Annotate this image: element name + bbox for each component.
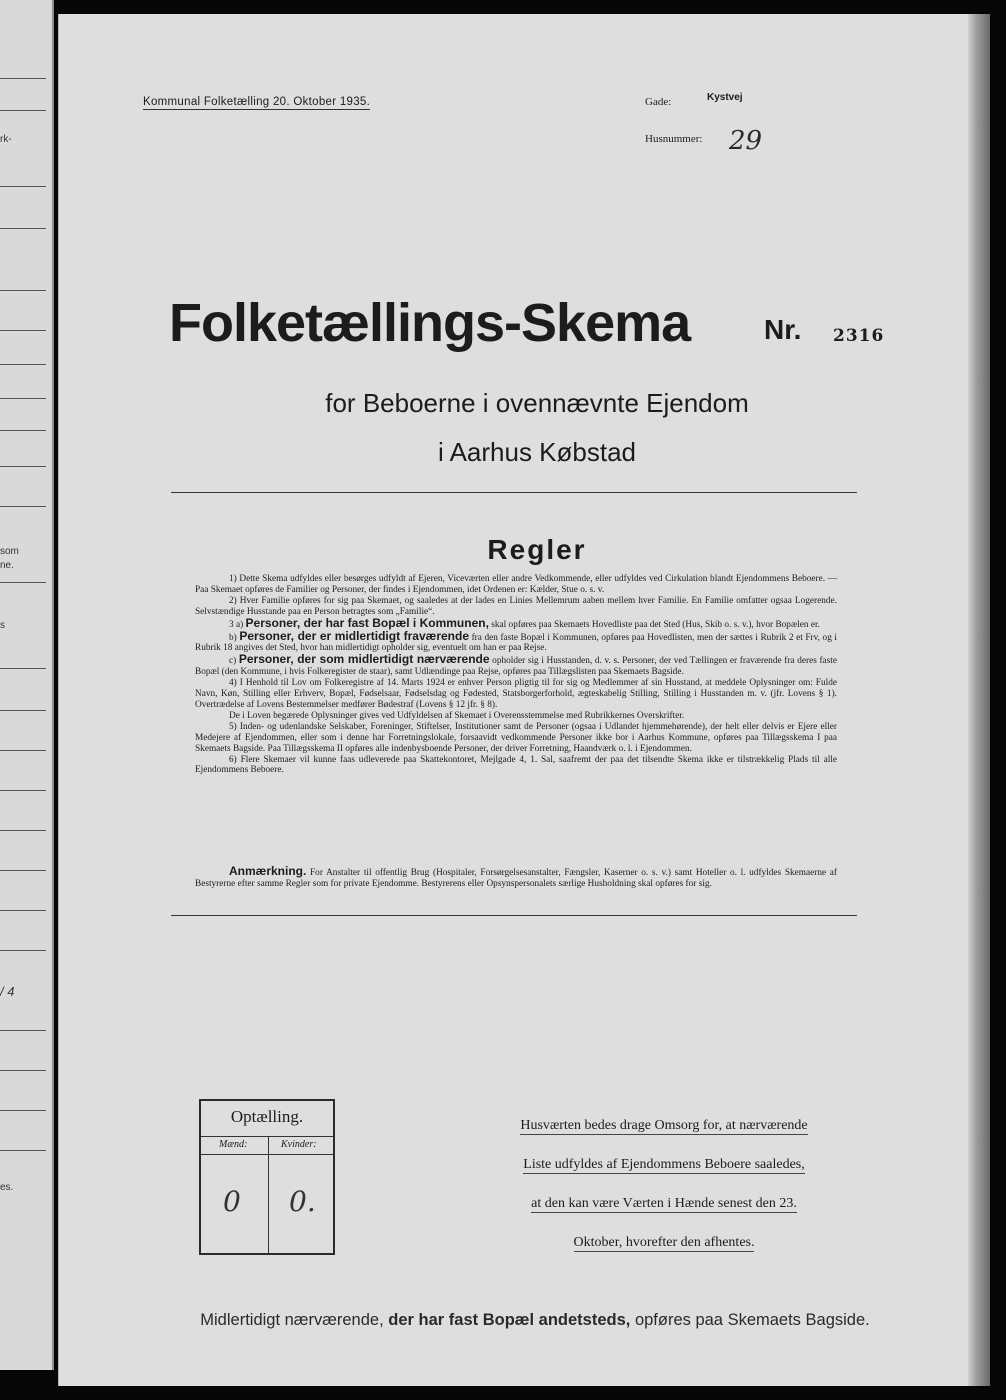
left-page-line — [0, 790, 46, 791]
rule-5: 5) Inden- og udenlandske Selskaber, Foreninger, Stiftelser, Institutioner samt de Personer (ogsaa i Udlandet hjemmehørende), der helt eller delvis er Ejere eller Medejere af Ejendommen, eller som i denne har Forretningslokale, forsaavidt vedkommende Personer ikke bor i Aarhus Kommune, opføres paa Tillægsskema I paa Skemaets Bagside. Paa Tillægsskema II opføres alle indenbysboende Personer, der driver Forretning, Haandværk o. l. i Ejendommen. — [195, 721, 837, 754]
left-page-line — [0, 582, 46, 583]
left-page-line — [0, 710, 46, 711]
left-page-fragment: / 4 — [0, 984, 15, 999]
rule-3b-text: fra den faste Bopæl i Kommunen, opføres paa Hovedlisten, men der sættes i Rubrik 2 et Frv, og i Rubrik 18 angives det Sted, hvor han midlertidigt opholder sig, eventuelt om han er paa Rejse. — [195, 632, 837, 654]
left-page-line — [0, 364, 46, 365]
women-count: 0. — [289, 1185, 316, 1218]
count-column-divider — [268, 1136, 269, 1253]
left-page-line — [0, 830, 46, 831]
rule-3c-text: opholder sig i Husstanden, d. v. s. Personer, der ved Tællingen er fraværende fra deres faste Bopæl (den Kommune, i hvis Folkeregister de staar), samt Udlændinge paa Rejse, opføres paa Tillægslisten paa Skemaets Bagside. — [195, 656, 837, 678]
form-number-label: Nr. — [764, 314, 802, 345]
count-box — [199, 1099, 335, 1255]
left-page-line — [0, 290, 46, 291]
remark-label: Anmærkning. — [229, 864, 307, 878]
rule-4: 4) I Henhold til Lov om Folkeregistre af 14. Marts 1924 er enhver Person pligtig til for sig og Medlemmer af sin Husstand, at meddele Oplysninger om: Fulde Navn, Køn, Stilling eller Erhverv, Bopæl, Fødselsaar, Fødselsdag og Fødested, Statsborgerforhold, ægteskabelig Stilling, Stilling i Husstanden m. v. (jfr. Lovens § 1). Overtrædelse af Lovens Bestemmelser medfører Bødestraf (Lovens § 12 jfr. § 8). — [195, 678, 837, 710]
form-title: Folketællings-Skema — [169, 293, 691, 353]
rule-1: 1) Dette Skema udfyldes eller besørges udfyldt af Ejeren, Viceværten eller andre Vedkommende, eller udfyldes ved Cirkulation blandt Ejendommens Beboere. — Paa Skemaet opføres de Familier og Personer, der findes i Ejendommen, idet Ordenen er: Kælder, Stue o. s. v. — [195, 574, 837, 595]
rule-3b-heading: Personer, der er midlertidigt fraværende — [239, 628, 470, 643]
left-page-fragment: s — [0, 620, 5, 631]
left-page-line — [0, 506, 46, 507]
footer-post: opføres paa Skemaets Bagside. — [634, 1311, 870, 1329]
left-page-line — [0, 870, 46, 871]
left-page-line — [0, 466, 46, 467]
men-label: Mænd: — [219, 1139, 248, 1150]
left-page-line — [0, 228, 46, 229]
left-page-line — [0, 1150, 46, 1151]
footer-pre: Midlertidigt nærværende, — [200, 1311, 384, 1329]
men-count: 0 — [223, 1185, 241, 1218]
divider — [171, 915, 857, 916]
form-subtitle: for Beboerne i ovennævnte Ejendom — [325, 388, 749, 418]
rule-4b: De i Loven begærede Oplysninger gives ved Udfyldelsen af Skemaet i Overensstemmelse med Rubrikkernes Overskrifter. — [229, 710, 685, 721]
house-number-value: 29 — [729, 126, 763, 156]
left-page-fragment: es. — [0, 1182, 14, 1193]
left-page-edge — [0, 0, 54, 1370]
form-subtitle-city: i Aarhus Købstad — [438, 437, 636, 467]
rules-heading: Regler — [487, 534, 587, 565]
rule-3b — [195, 628, 837, 655]
left-page-line — [0, 110, 46, 111]
left-page-fragment: rk- — [0, 134, 12, 145]
left-page-line — [0, 398, 46, 399]
left-page-line — [0, 668, 46, 669]
women-label: Kvinder: — [281, 1139, 317, 1150]
count-title: Optælling. — [230, 1107, 304, 1126]
landlord-notice-line: at den kan være Værten i Hænde senest den 23. — [531, 1196, 797, 1211]
rule-3a-text: skal opføres paa Skemaets Hovedliste paa det Sted (Hus, Skib o. s. v.), hvor Bopælen er. — [491, 619, 820, 630]
count-divider — [201, 1154, 333, 1155]
rule-3c-number: c) — [229, 656, 237, 667]
house-number-label: Husnummer: — [645, 133, 703, 145]
left-page-line — [0, 78, 46, 79]
street-label: Gade: — [645, 96, 672, 108]
left-page-line — [0, 1070, 46, 1071]
left-page-line — [0, 1110, 46, 1111]
left-page-line — [0, 186, 46, 187]
rules-text — [195, 574, 837, 776]
left-page-line — [0, 950, 46, 951]
footer-note — [59, 1311, 979, 1330]
census-form-page — [58, 14, 979, 1386]
rule-3b-number: b) — [229, 632, 237, 643]
landlord-notice-line: Liste udfyldes af Ejendommens Beboere saaledes, — [523, 1157, 805, 1172]
footer-bold: der har fast Bopæl andetsteds, — [388, 1311, 631, 1329]
divider — [171, 492, 857, 493]
left-page-fragment: som — [0, 546, 19, 557]
remark — [195, 866, 837, 890]
count-divider — [201, 1136, 333, 1137]
landlord-notice — [489, 1110, 839, 1266]
census-date-label: Kommunal Folketælling 20. Oktober 1935. — [143, 96, 371, 108]
landlord-notice-line: Husværten bedes drage Omsorg for, at nærværende — [520, 1118, 808, 1133]
landlord-notice-line: Oktober, hvorefter den afhentes. — [573, 1235, 755, 1250]
left-page-line — [0, 750, 46, 751]
left-page-line — [0, 330, 46, 331]
left-page-line — [0, 1030, 46, 1031]
rule-3a-heading: Personer, der har fast Bopæl i Kommunen, — [245, 615, 489, 630]
remark-text: For Anstalter til offentlig Brug (Hospitaler, Forsørgelsesanstalter, Fængsler, Kaserner o. s. v.) samt Hoteller o. l. udfyldes Skemaerne af Bestyrerne efter samme Regler som for private Ejendomme. Bestyrerens eller Opsynspersonalets særlige Husholdning skal opføres for sig. — [195, 868, 838, 889]
page-stack-edge — [968, 14, 990, 1386]
rule-3c — [195, 654, 837, 678]
left-page-line — [0, 910, 46, 911]
rule-6: 6) Flere Skemaer vil kunne faas udleverede paa Skattekontoret, Mejlgade 4, 1. Sal, saafremt der paa det tilsendte Skema ikke er tilstrækkelig Plads til alle Ejendommens Beboere. — [195, 754, 837, 776]
left-page-fragment: ne. — [0, 560, 14, 571]
form-number-value: 2316 — [833, 326, 885, 346]
rule-3a-number: 3 a) — [229, 619, 244, 630]
left-page-line — [0, 430, 46, 431]
rule-2: 2) Hver Familie opføres for sig paa Skemaet, og saaledes at der lades en Linies Mellemrum aaben mellem hver Familie. En Familie omfatter ogsaa Logerende. Selvstændige Husstande paa en Person betragtes som „Familie“. — [195, 595, 837, 617]
street-value: Kystvej — [707, 92, 743, 103]
rule-3c-heading: Personer, der som midlertidigt nærværende — [238, 652, 490, 667]
